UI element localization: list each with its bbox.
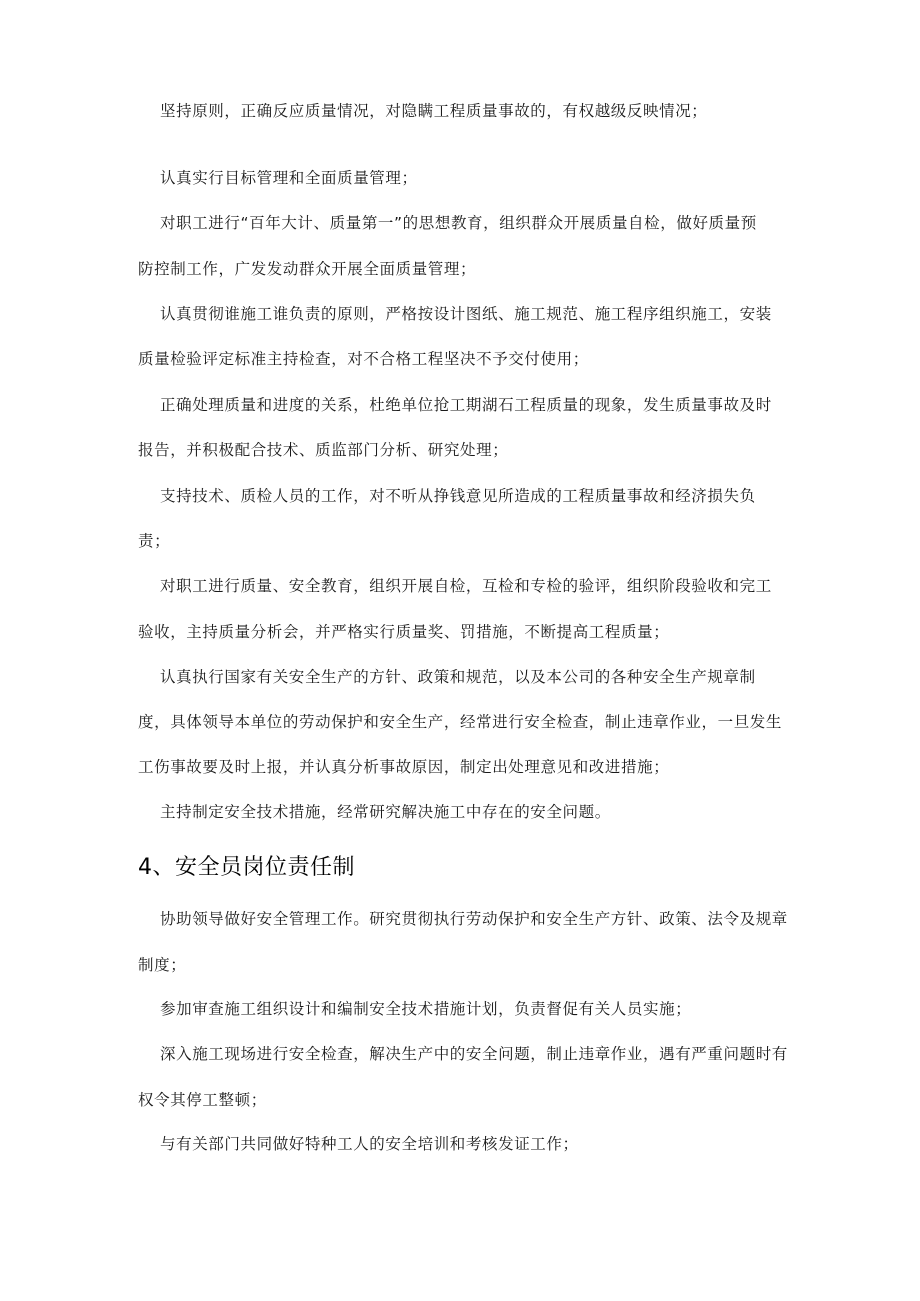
paragraph-line: 支持技术、质检人员的工作，对不听从挣钱意见所造成的工程质量事故和经济损失负 bbox=[160, 487, 756, 505]
paragraph-line: 认真执行国家有关安全生产的方针、政策和规范，以及本公司的各种安全生产规章制 bbox=[160, 668, 756, 686]
paragraph-line: 深入施工现场进行安全检查，解决生产中的安全问题，制止违章作业，遇有严重问题时有 bbox=[160, 1045, 788, 1063]
paragraph-line: 对职工进行质量、安全教育，组织开展自检，互检和专检的验评，组织阶段验收和完工 bbox=[160, 577, 772, 595]
paragraph-line: 质量检验评定标准主持检查，对不合格工程坚决不予交付使用； bbox=[138, 350, 589, 368]
paragraph-line: 度，具体领导本单位的劳动保护和安全生产，经常进行安全检查，制止违章作业，一旦发生 bbox=[138, 713, 783, 731]
paragraph-line: 验收，主持质量分析会，并严格实行质量奖、罚措施，不断提高工程质量； bbox=[138, 623, 670, 641]
paragraph-line: 参加审查施工组织设计和编制安全技术措施计划，负责督促有关人员实施； bbox=[160, 1000, 692, 1018]
paragraph-line: 制度； bbox=[138, 956, 187, 974]
paragraph-line: 坚持原则，正确反应质量情况，对隐瞒工程质量事故的，有权越级反映情况； bbox=[160, 102, 708, 120]
paragraph-line: 主持制定安全技术措施，经常研究解决施工中存在的安全问题。 bbox=[160, 803, 611, 821]
paragraph-line: 责； bbox=[138, 532, 171, 550]
paragraph-line: 工伤事故要及时上报，并认真分析事故原因，制定出处理意见和改进措施； bbox=[138, 758, 670, 776]
paragraph-line: 认真贯彻谁施工谁负责的原则，严格按设计图纸、施工规范、施工程序组织施工，安装 bbox=[160, 305, 772, 323]
paragraph-line: 对职工进行“百年大计、质量第一”的思想教育，组织群众开展质量自检，做好质量预 bbox=[160, 214, 757, 232]
paragraph-line: 正确处理质量和进度的关系，杜绝单位抢工期湖石工程质量的现象，发生质量事故及时 bbox=[160, 396, 772, 414]
paragraph-line: 防控制工作，广发发动群众开展全面质量管理； bbox=[138, 260, 477, 278]
paragraph-line: 协助领导做好安全管理工作。研究贯彻执行劳动保护和安全生产方针、政策、法令及规章 bbox=[160, 910, 788, 928]
paragraph-line: 与有关部门共同做好特种工人的安全培训和考核发证工作； bbox=[160, 1135, 579, 1153]
paragraph-line: 报告，并积极配合技术、质监部门分析、研究处理； bbox=[138, 441, 509, 459]
paragraph-line: 权令其停工整顿； bbox=[138, 1091, 267, 1109]
section-heading: 4、安全员岗位责任制 bbox=[138, 855, 355, 880]
paragraph-line: 认真实行目标管理和全面质量管理； bbox=[160, 169, 418, 187]
